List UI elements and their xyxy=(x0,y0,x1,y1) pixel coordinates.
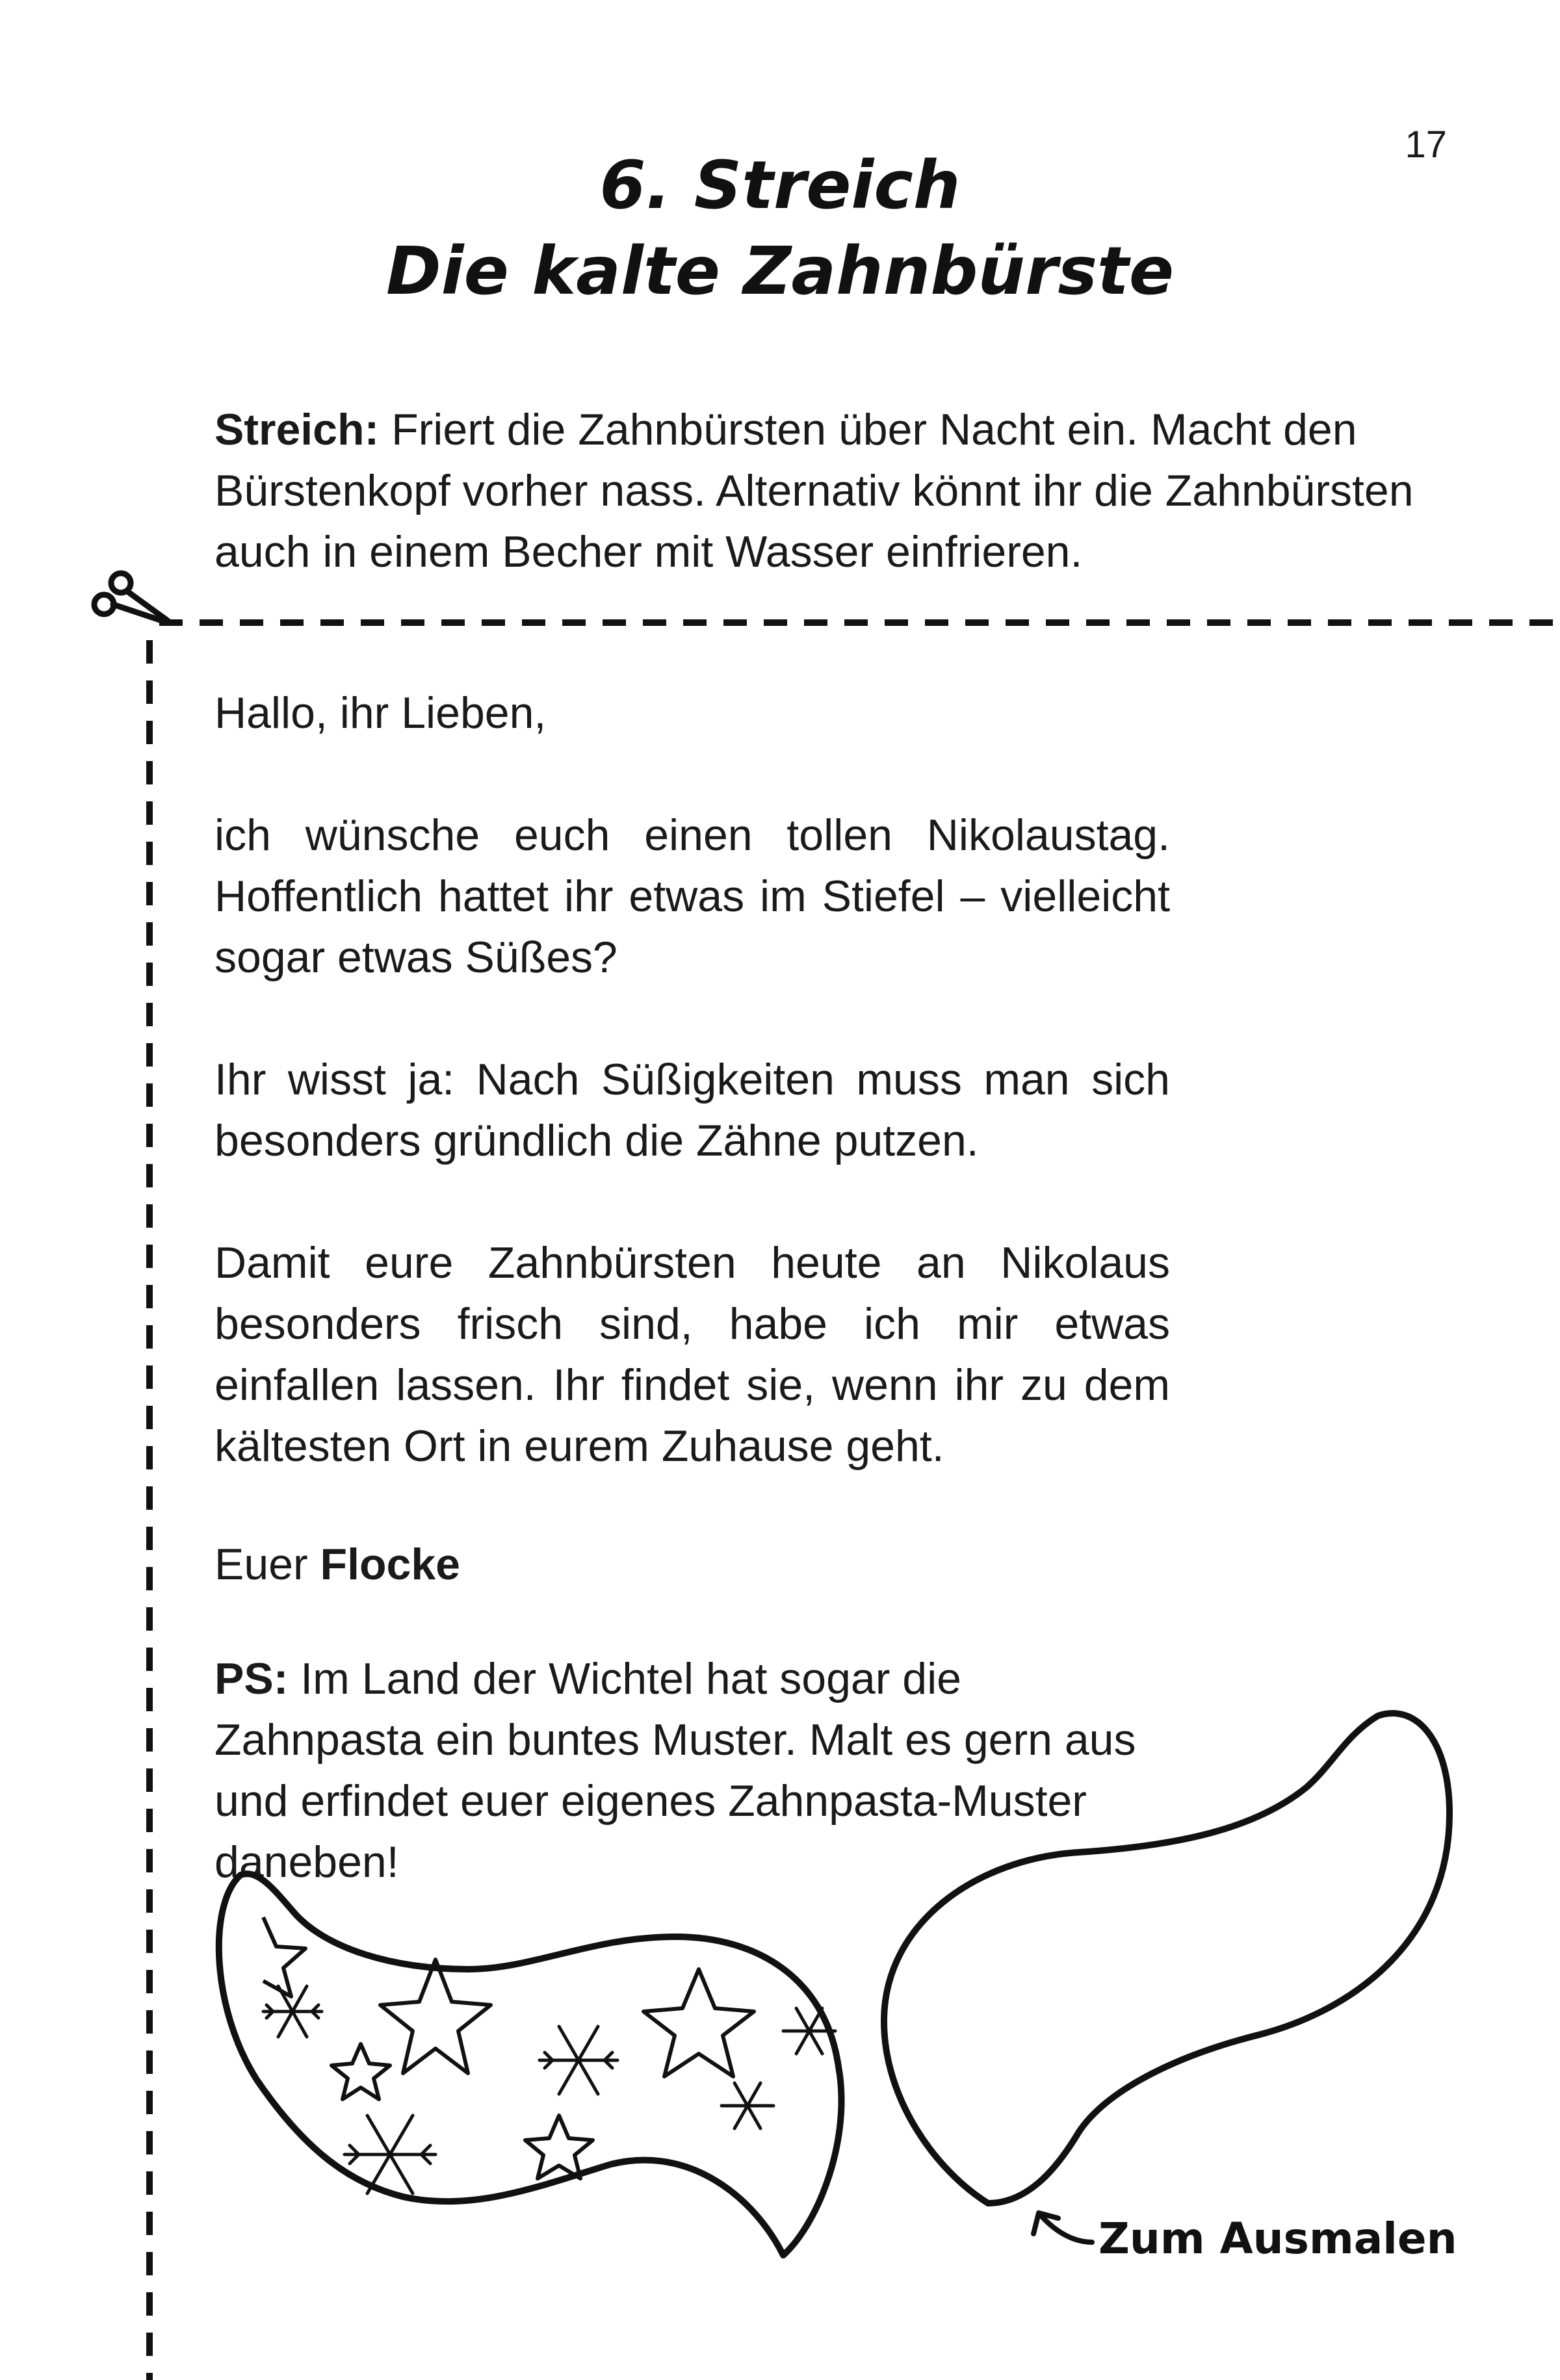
ps-text: Im Land der Wichtel hat sogar die Zahnpasta ein buntes Muster. Malt es gern aus und erfindet euer eigenes Zahnpasta-Muster daneben! xyxy=(214,1654,1136,1887)
letter-paragraph-3: Damit eure Zahnbürsten heute an Nikolaus besonders frisch sind, habe ich mir etwas einfallen lassen. Ihr findet sie, wenn ihr zu dem kältesten Ort in eurem Zuhause geht. xyxy=(214,1238,1170,1471)
page-title-line2: Die kalte Zahnbürste xyxy=(386,233,1174,310)
toothpaste-pattern-illustration xyxy=(195,1859,871,2262)
arrow-icon xyxy=(1027,2206,1098,2255)
page-number: 17 xyxy=(1405,123,1447,166)
coloring-caption: Zum Ausmalen xyxy=(1098,2214,1457,2264)
scissors-icon xyxy=(94,573,168,623)
instructions-text: Friert die Zahnbürsten über Nacht ein. Macht den Bürstenkopf vorher nass. Alternativ könnt ihr die Zahnbürsten auch in einem Becher mit Wasser einfrieren. xyxy=(214,405,1414,576)
instructions-label: Streich: xyxy=(214,405,380,454)
closing-prefix: Euer xyxy=(214,1540,320,1589)
coloring-outline-illustration xyxy=(864,1703,1462,2216)
page-title-line1: 6. Streich xyxy=(599,147,961,224)
letter-greeting: Hallo, ihr Lieben, xyxy=(214,688,547,738)
signature: Flocke xyxy=(320,1540,460,1589)
letter-closing xyxy=(214,1534,1170,1595)
letter-paragraph-2: Ihr wisst ja: Nach Süßigkeiten muss man sich besonders gründlich die Zähne putzen. xyxy=(214,1055,1170,1165)
ps-label: PS: xyxy=(214,1654,289,1703)
letter-paragraph-1: ich wünsche euch einen tollen Nikolaustag. Hoffentlich hattet ihr etwas im Stiefel – vielleicht sogar etwas Süßes? xyxy=(214,810,1170,982)
